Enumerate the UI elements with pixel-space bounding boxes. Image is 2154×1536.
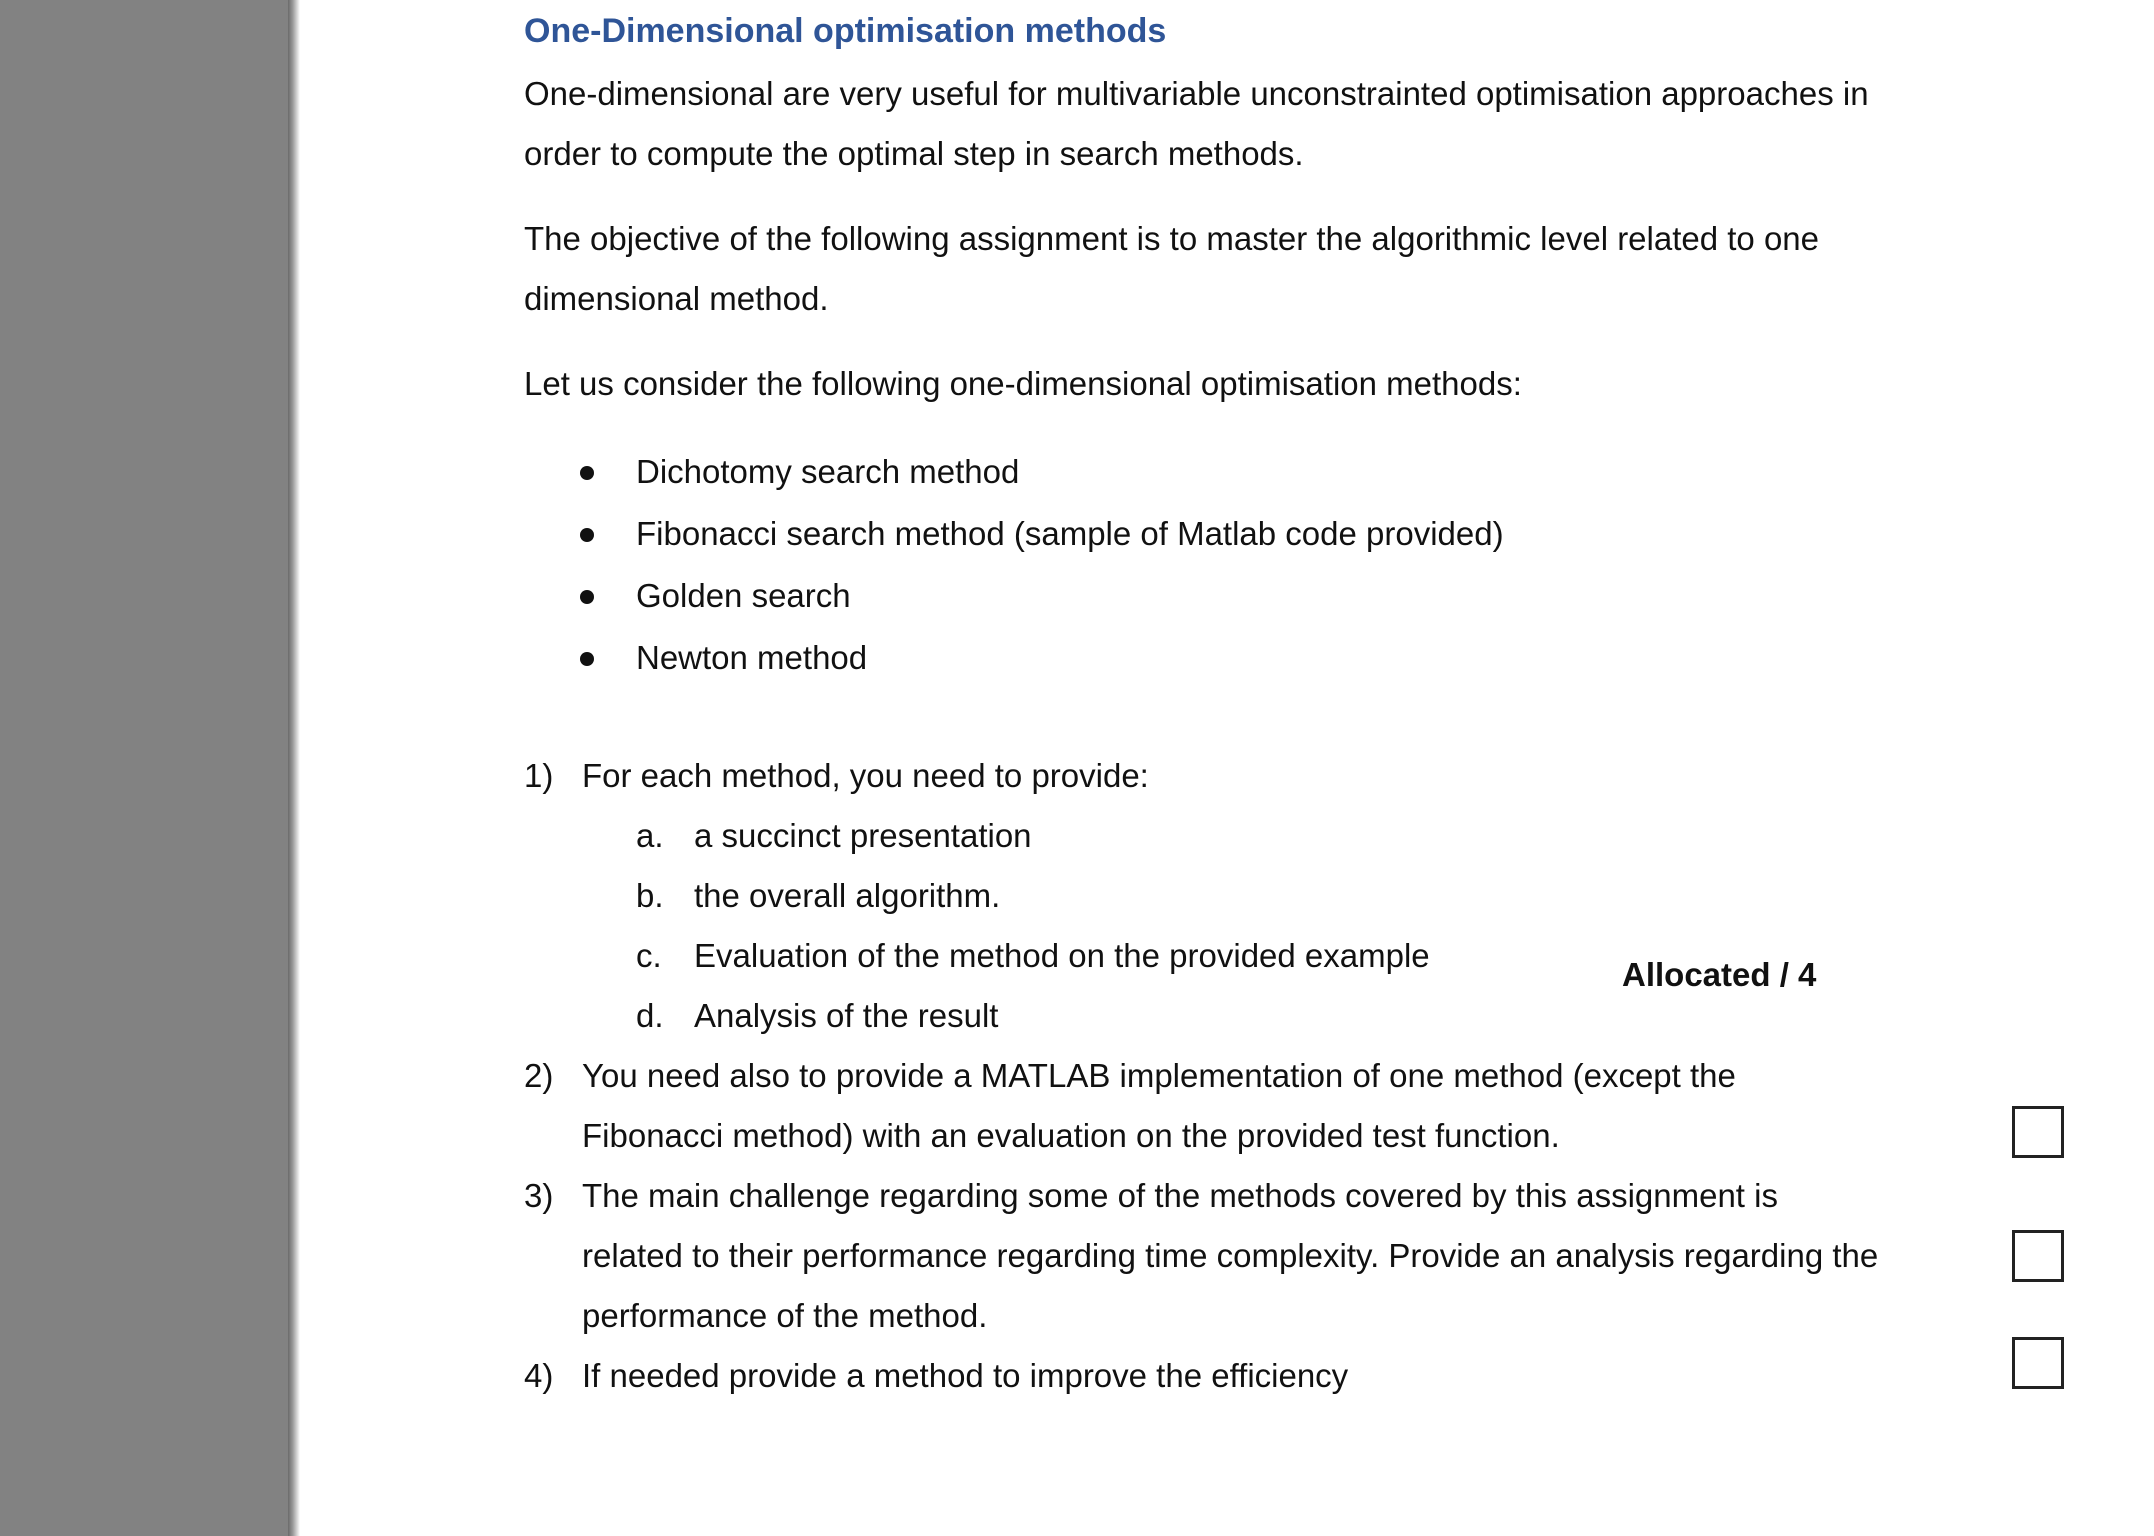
allocated-label: Allocated / 4 [1622, 956, 1817, 993]
subitem-text: the overall algorithm. [694, 877, 1001, 914]
task-text: For each method, you need to provide: [582, 757, 1149, 794]
task-2-checkbox[interactable] [2012, 1106, 2064, 1158]
task-text: You need also to provide a MATLAB implementation of one method (except the [582, 1057, 1736, 1094]
task-text: Fibonacci method) with an evaluation on the provided test function. [582, 1117, 1560, 1154]
method-label: Golden search [636, 577, 851, 614]
sidebar-panel [0, 0, 288, 1536]
subitem-marker: d. [636, 997, 664, 1034]
intro-line-2: order to compute the optimal step in search methods. [524, 135, 1304, 172]
consider-text: Let us consider the following one-dimensional optimisation methods: [524, 365, 1522, 402]
task-4-checkbox[interactable] [2012, 1337, 2064, 1389]
task-marker: 1) [524, 757, 554, 794]
bullet-icon [580, 590, 594, 604]
objective-line-1: The objective of the following assignment is to master the algorithmic level related to one [524, 220, 1820, 257]
subitem-text: Analysis of the result [694, 997, 999, 1034]
bullet-icon [580, 652, 594, 666]
subitem-marker: c. [636, 937, 662, 974]
bullet-icon [580, 466, 594, 480]
subitem-text: Evaluation of the method on the provided example [694, 937, 1430, 974]
task-3-checkbox[interactable] [2012, 1230, 2064, 1282]
subitem-text: a succinct presentation [694, 817, 1032, 854]
subitem-marker: b. [636, 877, 664, 914]
task-text: If needed provide a method to improve the efficiency [582, 1357, 1349, 1394]
task-marker: 4) [524, 1357, 554, 1394]
task-text: related to their performance regarding time complexity. Provide an analysis regarding the [582, 1237, 1879, 1274]
objective-line-2: dimensional method. [524, 280, 829, 317]
task-marker: 2) [524, 1057, 554, 1094]
method-label: Dichotomy search method [636, 453, 1020, 490]
task-text: The main challenge regarding some of the methods covered by this assignment is [582, 1177, 1778, 1214]
section-heading: One-Dimensional optimisation methods [524, 12, 1167, 50]
page-shadow [288, 0, 300, 1536]
method-label: Newton method [636, 639, 868, 676]
task-marker: 3) [524, 1177, 554, 1214]
bullet-icon [580, 528, 594, 542]
intro-line-1: One-dimensional are very useful for multivariable unconstrainted optimisation approaches in [524, 75, 1869, 112]
subitem-marker: a. [636, 817, 664, 854]
method-label: Fibonacci search method (sample of Matlab code provided) [636, 515, 1504, 552]
task-text: performance of the method. [582, 1297, 988, 1334]
